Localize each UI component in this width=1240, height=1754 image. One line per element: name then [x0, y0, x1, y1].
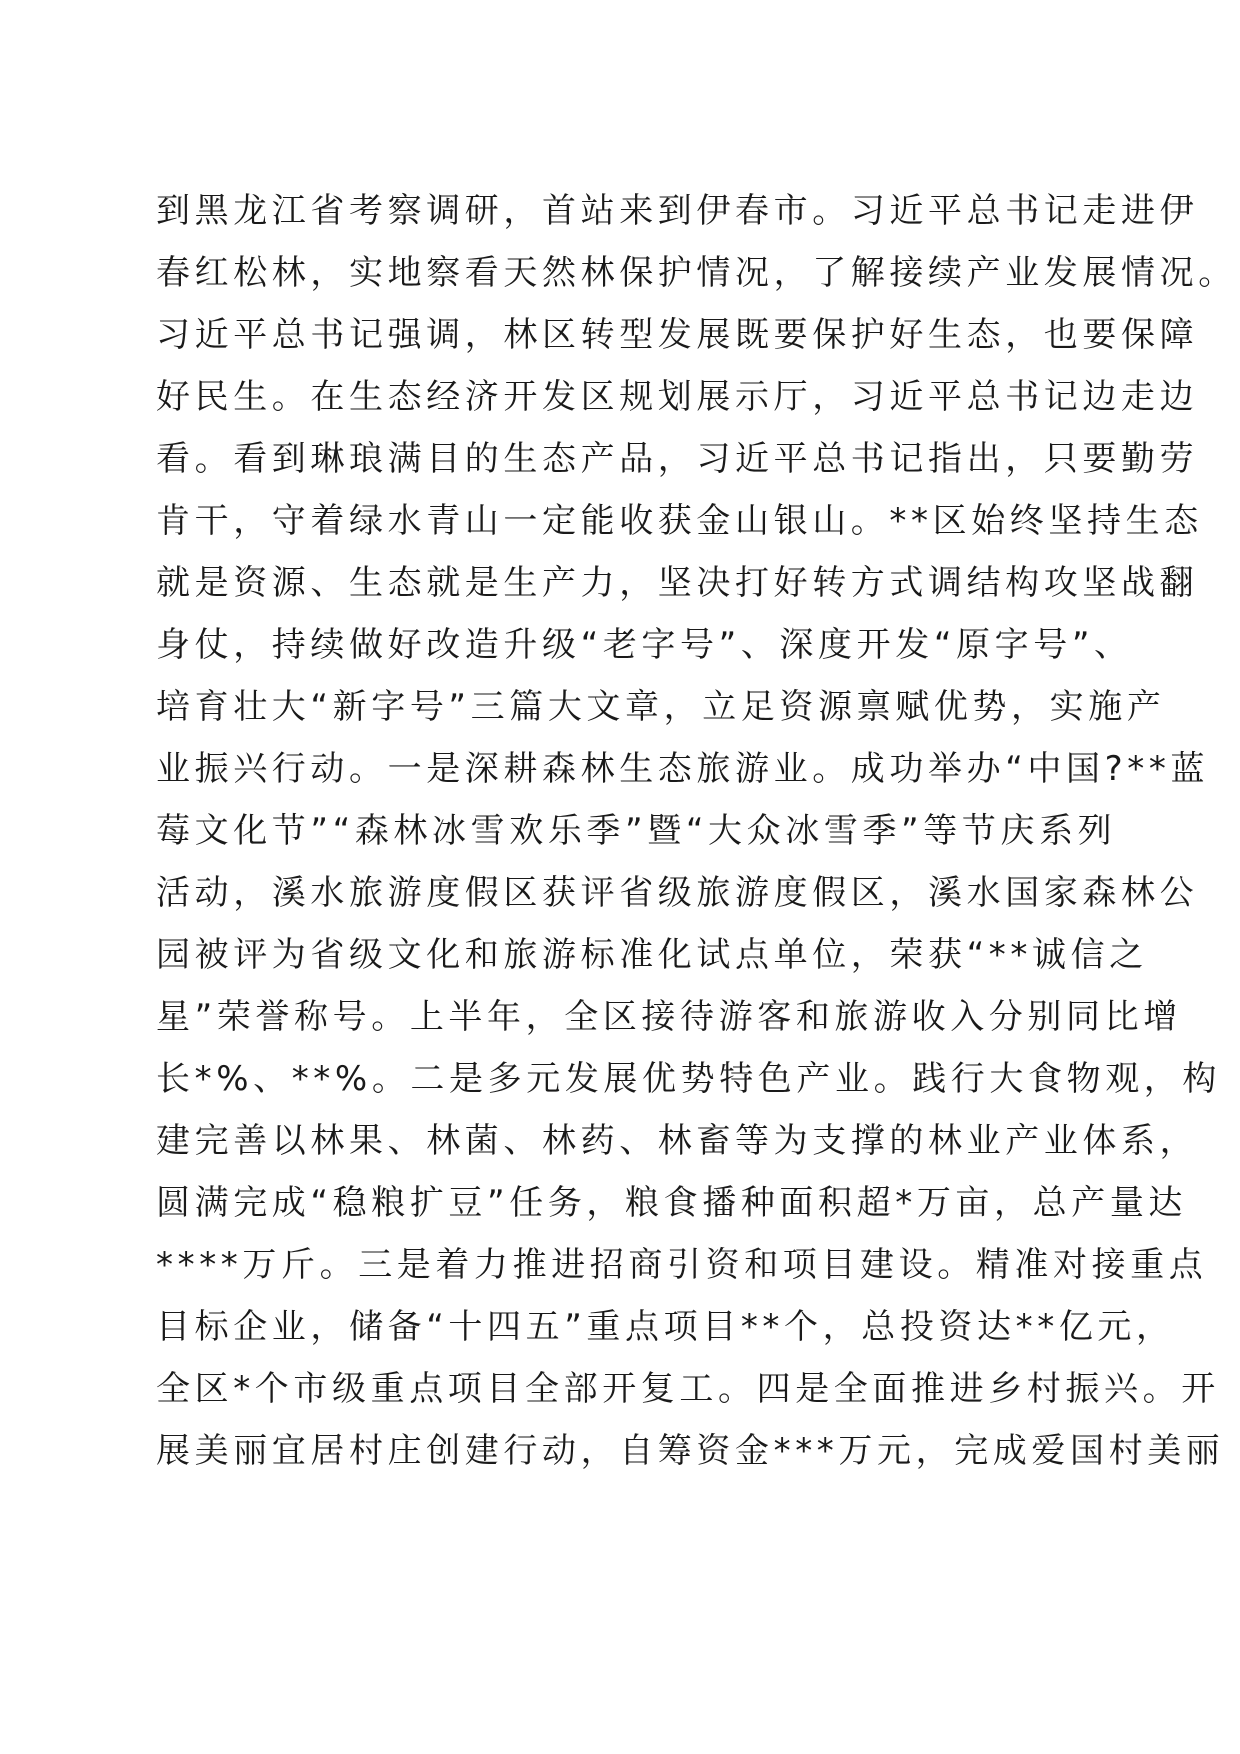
text-line-12: 活动，溪水旅游度假区获评省级旅游度假区，溪水国家森林公 — [156, 873, 1199, 913]
text-line-20: 全区*个市级重点项目全部开复工。四是全面推进乡村振兴。开 — [156, 1369, 1220, 1409]
text-line-17: 圆满完成“稳粮扩豆”任务，粮食播种面积超*万亩，总产量达 — [156, 1183, 1188, 1223]
text-line-6: 肯干，守着绿水青山一定能收获金山银山。**区始终坚持生态 — [156, 501, 1203, 541]
text-line-21: 展美丽宜居村庄创建行动，自筹资金***万元，完成爱国村美丽 — [156, 1431, 1225, 1471]
text-line-10: 业振兴行动。一是深耕森林生态旅游业。成功举办“中国?**蓝 — [156, 749, 1210, 789]
text-line-16: 建完善以林果、林菌、林药、林畜等为支撑的林业产业体系， — [156, 1121, 1199, 1161]
text-line-14: 星”荣誉称号。上半年，全区接待游客和旅游收入分别同比增 — [156, 997, 1182, 1037]
text-line-5: 看。看到琳琅满目的生态产品，习近平总书记指出，只要勤劳 — [156, 439, 1199, 479]
text-line-2: 春红松林，实地察看天然林保护情况，了解接续产业发展情况。 — [156, 253, 1237, 293]
text-line-8: 身仗，持续做好改造升级“老字号”、深度开发“原字号”、 — [156, 625, 1133, 665]
text-line-7: 就是资源、生态就是生产力，坚决打好转方式调结构攻坚战翻 — [156, 563, 1199, 603]
text-line-4: 好民生。在生态经济开发区规划展示厅，习近平总书记边走边 — [156, 377, 1199, 417]
text-line-13: 园被评为省级文化和旅游标准化试点单位，荣获“**诚信之 — [156, 935, 1148, 975]
text-line-9: 培育壮大“新字号”三篇大文章，立足资源禀赋优势，实施产 — [156, 687, 1166, 727]
text-line-15: 长*%、**%。二是多元发展优势特色产业。践行大食物观，构 — [156, 1059, 1222, 1099]
text-line-1: 到黑龙江省考察调研，首站来到伊春市。习近平总书记走进伊 — [156, 191, 1199, 231]
text-line-11: 莓文化节”“森林冰雪欢乐季”暨“大众冰雪季”等节庆系列 — [156, 811, 1117, 851]
text-line-3: 习近平总书记强调，林区转型发展既要保护好生态，也要保障 — [156, 315, 1199, 355]
text-line-18: ****万斤。三是着力推进招商引资和项目建设。精准对接重点 — [156, 1245, 1208, 1285]
text-line-19: 目标企业，储备“十四五”重点项目**个，总投资达**亿元， — [156, 1307, 1175, 1347]
body-paragraph — [156, 180, 1237, 1482]
